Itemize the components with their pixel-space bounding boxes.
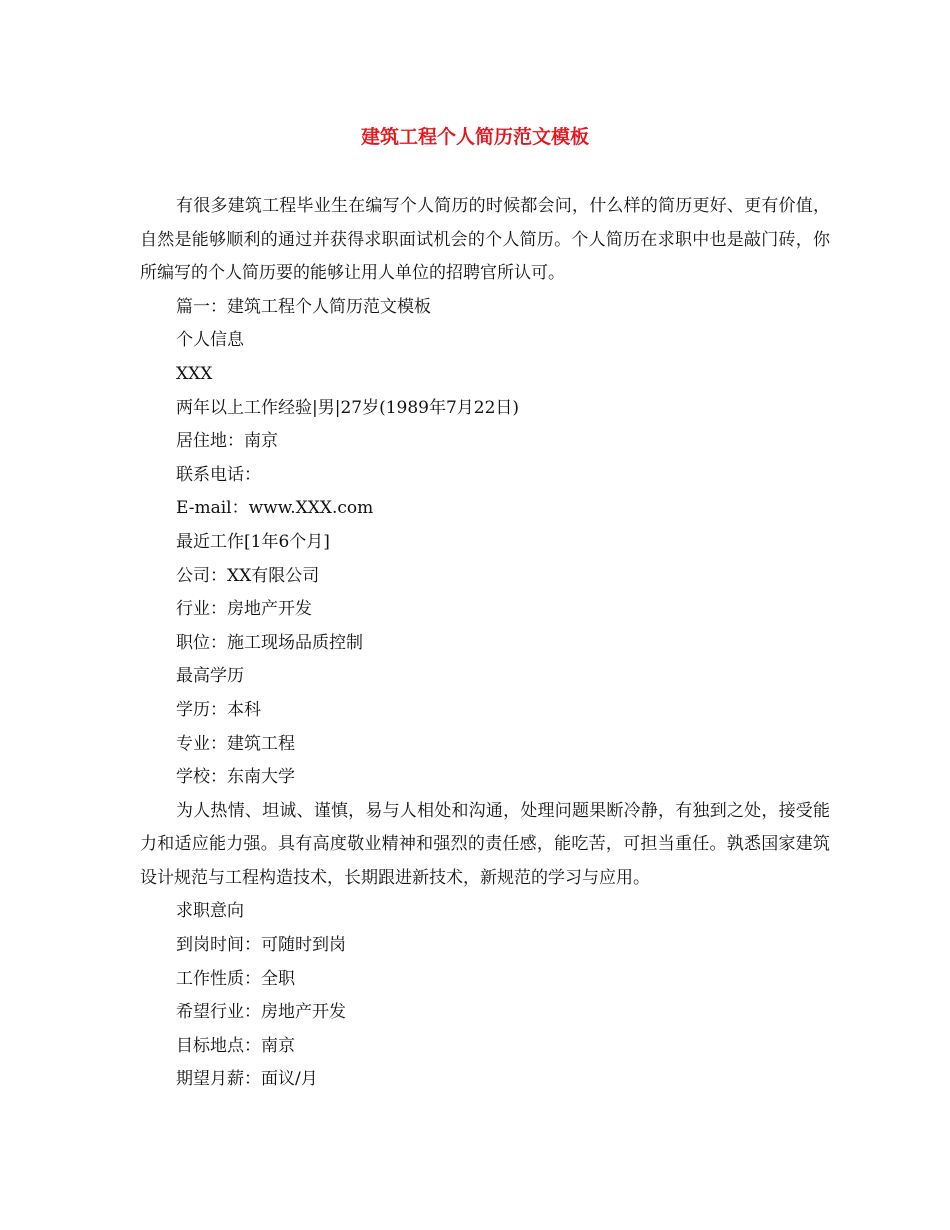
section-heading-personal-info: 个人信息 [176, 330, 244, 351]
resume-industry: 行业：房地产开发 [176, 599, 312, 620]
job-desired-industry: 希望行业：房地产开发 [176, 1002, 346, 1023]
resume-residence: 居住地：南京 [176, 431, 278, 452]
section-heading-template: 篇一：建筑工程个人简历范文模板 [176, 296, 431, 317]
job-expected-salary: 期望月薪：面议/月 [176, 1069, 318, 1090]
resume-degree: 学历：本科 [176, 699, 261, 720]
document-title: 建筑工程个人简历范文模板 [360, 126, 589, 148]
resume-name: XXX [176, 363, 213, 384]
job-start-time: 到岗时间：可随时到岗 [176, 935, 346, 956]
section-heading-education: 最高学历 [176, 666, 244, 687]
resume-major: 专业：建筑工程 [176, 733, 295, 754]
job-type: 工作性质：全职 [176, 968, 295, 989]
resume-phone: 联系电话： [176, 464, 261, 485]
resume-email: E-mail：www.XXX.com [176, 498, 374, 519]
intro-paragraph: 有很多建筑工程毕业生在编写个人简历的时候都会问，什么样的简历更好、更有价值，自然是能够顺利的通过并获得求职面试机会的个人简历。个人简历在求职中也是敲门砖，你所编写的个人简历要的能够让用人单位的招聘官所认可。 [140, 196, 830, 284]
resume-company: 公司：XX有限公司 [176, 565, 320, 586]
resume-position: 职位：施工现场品质控制 [176, 632, 363, 653]
document-body [140, 190, 830, 1097]
self-evaluation-paragraph: 为人热情、坦诚、谨慎，易与人相处和沟通，处理问题果断冷静，有独到之处，接受能力和适应能力强。具有高度敬业精神和强烈的责任感，能吃苦，可担当重任。孰悉国家建筑设计规范与工程构造技术，长期跟进新技术，新规范的学习与应用。 [140, 800, 830, 888]
resume-school: 学校：东南大学 [176, 767, 295, 788]
resume-summary-line: 两年以上工作经验|男|27岁(1989年7月22日) [176, 397, 520, 418]
section-heading-job-intention: 求职意向 [176, 901, 244, 922]
section-heading-recent-work: 最近工作[1年6个月] [176, 531, 330, 552]
job-target-location: 目标地点：南京 [176, 1035, 295, 1056]
